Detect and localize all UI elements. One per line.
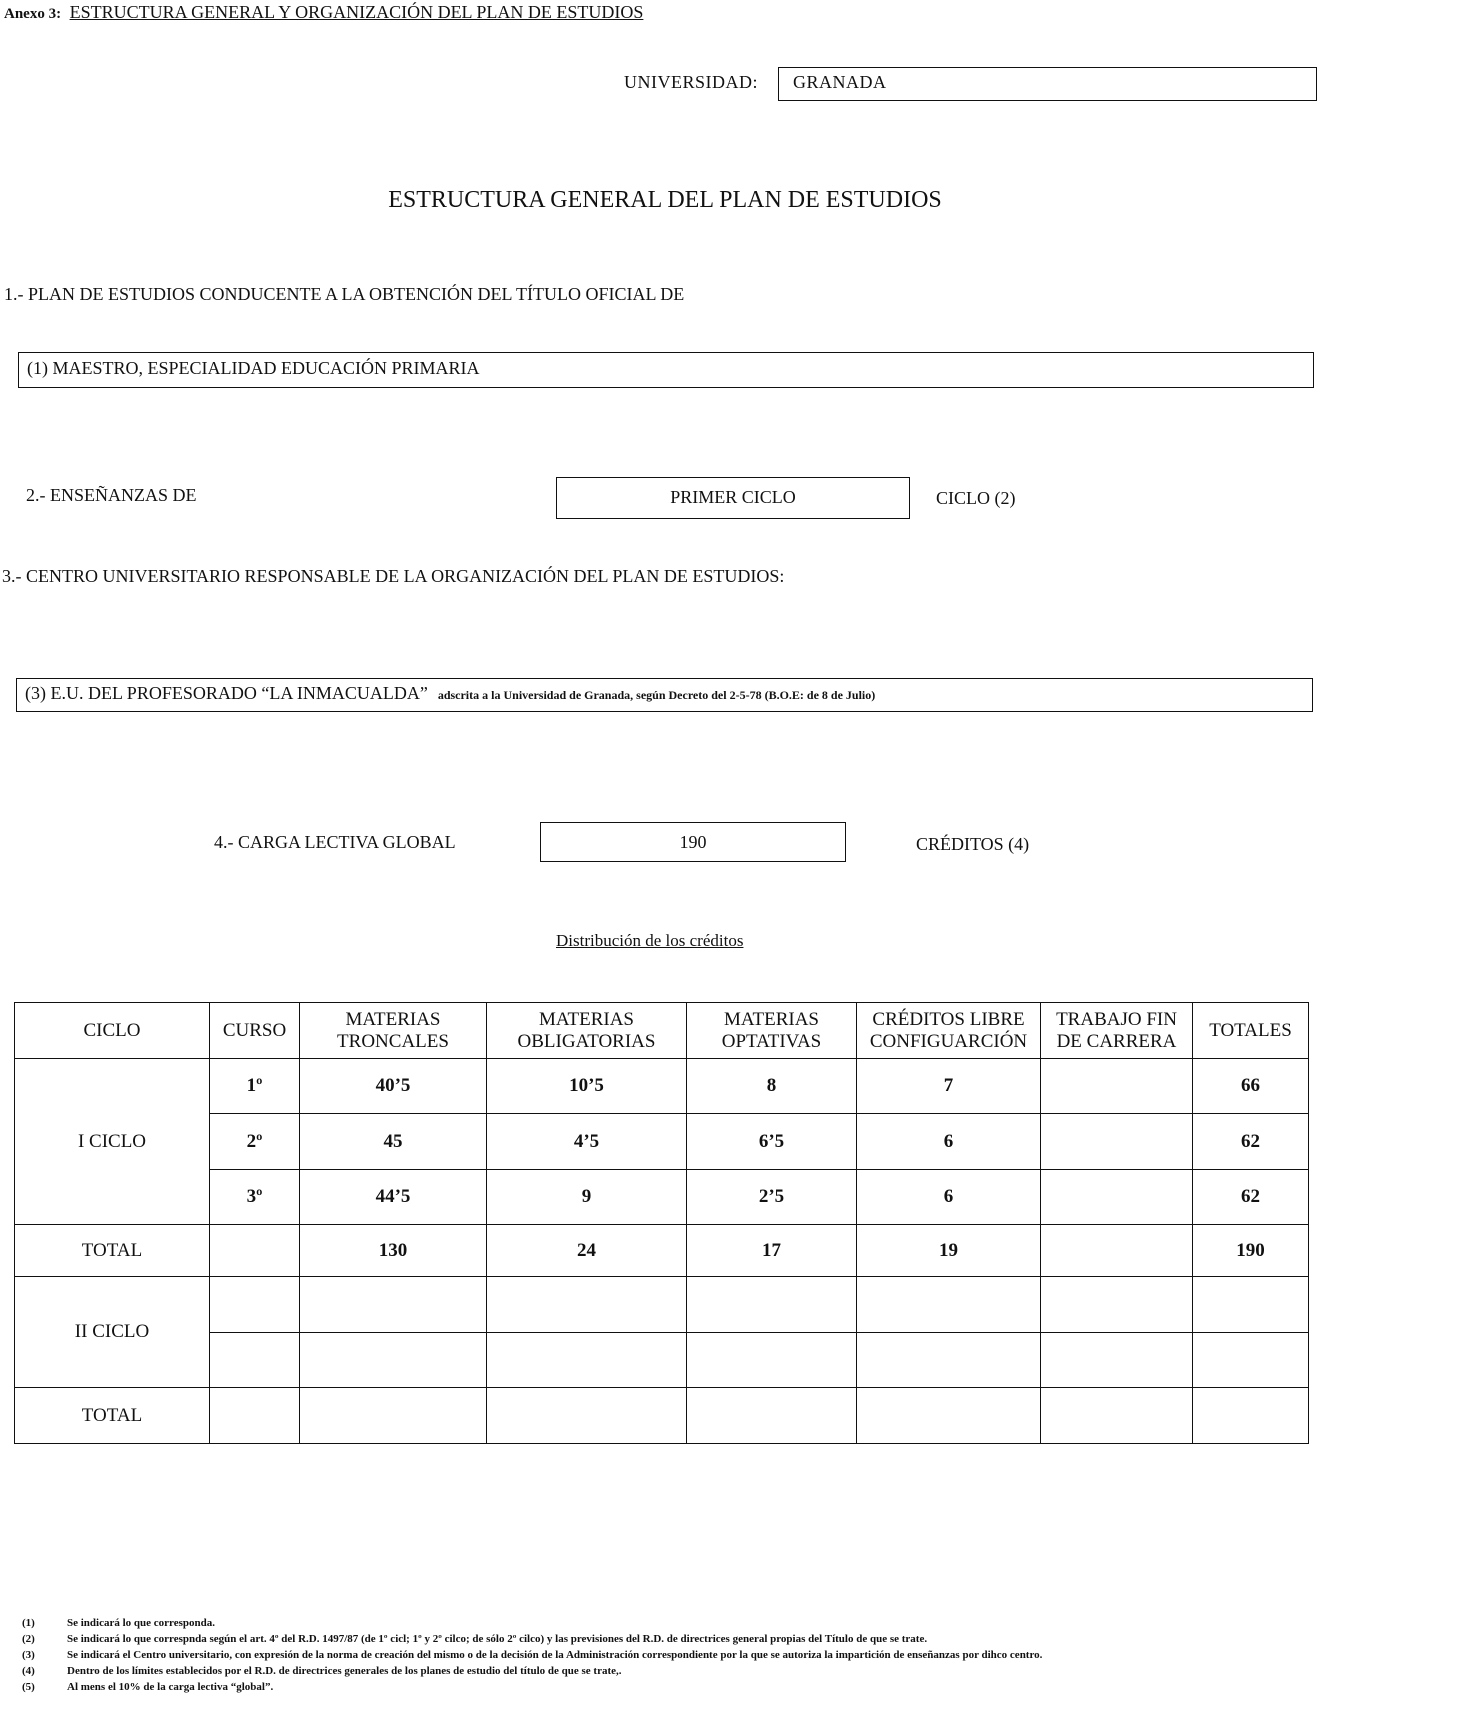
empty-cell xyxy=(687,1333,857,1388)
empty-cell xyxy=(1041,1388,1193,1444)
section2-suffix: CICLO (2) xyxy=(936,488,1016,508)
empty-cell xyxy=(487,1388,687,1444)
empty-cell xyxy=(687,1388,857,1444)
obligatorias-cell: 10’5 xyxy=(487,1059,687,1114)
footnote-number: (2) xyxy=(22,1633,35,1645)
total1-label: TOTAL xyxy=(15,1225,210,1277)
table-header-row xyxy=(15,1003,1309,1059)
footnotes xyxy=(22,1615,1042,1695)
distribution-title: Distribución de los créditos xyxy=(556,931,744,950)
empty-cell xyxy=(487,1333,687,1388)
ciclo2-label: II CICLO xyxy=(15,1277,210,1388)
header-obligatorias-line2: OBLIGATORIAS xyxy=(517,1030,656,1052)
optativas-cell: 6’5 xyxy=(687,1114,857,1170)
header-optativas-line1: MATERIAS xyxy=(723,1008,819,1030)
table-row xyxy=(15,1114,1309,1170)
header-troncales-line1: MATERIAS xyxy=(345,1008,441,1030)
header-troncales-line2: TRONCALES xyxy=(337,1030,449,1052)
footnote-number: (4) xyxy=(22,1665,35,1677)
header-trabajo xyxy=(1041,1003,1193,1059)
empty-cell xyxy=(857,1333,1041,1388)
university-field xyxy=(778,67,1317,101)
header-troncales xyxy=(300,1003,487,1059)
credits-table xyxy=(14,1002,1309,1444)
header-totales: TOTALES xyxy=(1193,1003,1309,1059)
troncales-cell: 40’5 xyxy=(300,1059,487,1114)
empty-cell xyxy=(1193,1277,1309,1333)
empty-cell xyxy=(210,1277,300,1333)
ciclo2-row xyxy=(15,1277,1309,1333)
total1-libre: 19 xyxy=(857,1225,1041,1277)
section4-label: 4.- CARGA LECTIVA GLOBAL xyxy=(214,832,456,852)
section2-field xyxy=(556,477,910,519)
empty-cell xyxy=(1193,1333,1309,1388)
empty-cell xyxy=(1041,1333,1193,1388)
section4-value: 190 xyxy=(679,832,707,852)
header-trabajo-line1: TRABAJO FIN xyxy=(1056,1008,1177,1030)
trabajo-cell xyxy=(1041,1170,1193,1225)
empty-cell xyxy=(210,1333,300,1388)
ciclo1-label: I CICLO xyxy=(15,1059,210,1225)
total1-curso xyxy=(210,1225,300,1277)
empty-cell xyxy=(487,1277,687,1333)
footnote-text: Se indicará lo que corresponda. xyxy=(67,1617,216,1629)
page-title: ESTRUCTURA GENERAL DEL PLAN DE ESTUDIOS xyxy=(388,187,942,213)
header-curso: CURSO xyxy=(210,1003,300,1059)
empty-cell xyxy=(687,1277,857,1333)
section1-value: (1) MAESTRO, ESPECIALIDAD EDUCACIÓN PRIMARIA xyxy=(27,358,480,378)
curso-cell: 1º xyxy=(210,1059,300,1114)
troncales-cell: 44’5 xyxy=(300,1170,487,1225)
total1-totales: 190 xyxy=(1193,1225,1309,1277)
total1-obligatorias: 24 xyxy=(487,1225,687,1277)
header-libre xyxy=(857,1003,1041,1059)
footnote-number: (5) xyxy=(22,1681,35,1693)
total1-optativas: 17 xyxy=(687,1225,857,1277)
trabajo-cell xyxy=(1041,1114,1193,1170)
empty-cell xyxy=(857,1277,1041,1333)
section3-field xyxy=(16,678,1313,712)
university-value: GRANADA xyxy=(793,72,887,92)
table-row xyxy=(15,1059,1309,1114)
header-obligatorias-line1: MATERIAS xyxy=(538,1008,634,1030)
footnote-number: (1) xyxy=(22,1617,35,1629)
optativas-cell: 8 xyxy=(687,1059,857,1114)
footnote xyxy=(22,1679,1042,1695)
curso-cell: 3º xyxy=(210,1170,300,1225)
libre-cell: 6 xyxy=(857,1170,1041,1225)
section4-suffix: CRÉDITOS (4) xyxy=(916,834,1030,854)
footnote-number: (3) xyxy=(22,1649,35,1661)
section1-field xyxy=(18,352,1314,388)
footnote xyxy=(22,1615,1042,1631)
empty-cell xyxy=(857,1388,1041,1444)
trabajo-cell xyxy=(1041,1059,1193,1114)
empty-cell xyxy=(1041,1277,1193,1333)
annex-label: Anexo 3: xyxy=(4,6,62,22)
annex-title: ESTRUCTURA GENERAL Y ORGANIZACIÓN DEL PLAN DE ESTUDIOS xyxy=(69,2,644,22)
header-trabajo-line2: DE CARRERA xyxy=(1056,1030,1177,1052)
section3-value: (3) E.U. DEL PROFESORADO “LA INMACUALDA” xyxy=(25,683,428,703)
empty-cell xyxy=(1193,1388,1309,1444)
ciclo2-row xyxy=(15,1333,1309,1388)
obligatorias-cell: 9 xyxy=(487,1170,687,1225)
obligatorias-cell: 4’5 xyxy=(487,1114,687,1170)
section2-value: PRIMER CICLO xyxy=(670,487,796,507)
optativas-cell: 2’5 xyxy=(687,1170,857,1225)
section3-heading: 3.- CENTRO UNIVERSITARIO RESPONSABLE DE LA ORGANIZACIÓN DEL PLAN DE ESTUDIOS: xyxy=(2,566,785,586)
total2-row xyxy=(15,1388,1309,1444)
footnote-text: Se indicará el Centro universitario, con expresión de la norma de creación del mismo o de la decisión de la Administración correspondiente por la que se autoriza la impartición de enseñanzas por dihco centro. xyxy=(67,1649,1043,1661)
section3-note: adscrita a la Universidad de Granada, según Decreto del 2-5-78 (B.O.E: de 8 de Julio) xyxy=(437,688,876,702)
footnote xyxy=(22,1631,1042,1647)
header-optativas xyxy=(687,1003,857,1059)
table-row xyxy=(15,1170,1309,1225)
totales-cell: 62 xyxy=(1193,1114,1309,1170)
university-label: UNIVERSIDAD: xyxy=(624,72,758,92)
section4-field xyxy=(540,822,846,862)
empty-cell xyxy=(300,1388,487,1444)
footnote-text: Dentro de los límites establecidos por el R.D. de directrices generales de los planes de estudio del título de que se trate,. xyxy=(67,1665,622,1677)
section3-content xyxy=(25,683,875,704)
section2-label: 2.- ENSEÑANZAS DE xyxy=(26,485,197,505)
footnote-text: Al mens el 10% de la carga lectiva “global”. xyxy=(67,1681,274,1693)
libre-cell: 6 xyxy=(857,1114,1041,1170)
libre-cell: 7 xyxy=(857,1059,1041,1114)
footnote xyxy=(22,1647,1042,1663)
total1-trabajo xyxy=(1041,1225,1193,1277)
footnote-text: Se indicará lo que correspnda según el art. 4º del R.D. 1497/87 (de 1º cicl; 1º y 2º cilco; de sólo 2º cilco) y las previsiones del R.D. de directrices general propias del Título de que se trate. xyxy=(67,1633,928,1645)
total1-troncales: 130 xyxy=(300,1225,487,1277)
empty-cell xyxy=(210,1388,300,1444)
totales-cell: 66 xyxy=(1193,1059,1309,1114)
annex-header xyxy=(4,2,643,23)
footnote xyxy=(22,1663,1042,1679)
curso-cell: 2º xyxy=(210,1114,300,1170)
total2-label: TOTAL xyxy=(15,1388,210,1444)
header-libre-line1: CRÉDITOS LIBRE xyxy=(872,1008,1025,1030)
header-ciclo: CICLO xyxy=(15,1003,210,1059)
empty-cell xyxy=(300,1333,487,1388)
total1-row xyxy=(15,1225,1309,1277)
section1-heading: 1.- PLAN DE ESTUDIOS CONDUCENTE A LA OBTENCIÓN DEL TÍTULO OFICIAL DE xyxy=(4,284,685,304)
troncales-cell: 45 xyxy=(300,1114,487,1170)
header-optativas-line2: OPTATIVAS xyxy=(721,1030,822,1052)
empty-cell xyxy=(300,1277,487,1333)
header-obligatorias xyxy=(487,1003,687,1059)
header-libre-line2: CONFIGUARCIÓN xyxy=(869,1030,1028,1052)
totales-cell: 62 xyxy=(1193,1170,1309,1225)
